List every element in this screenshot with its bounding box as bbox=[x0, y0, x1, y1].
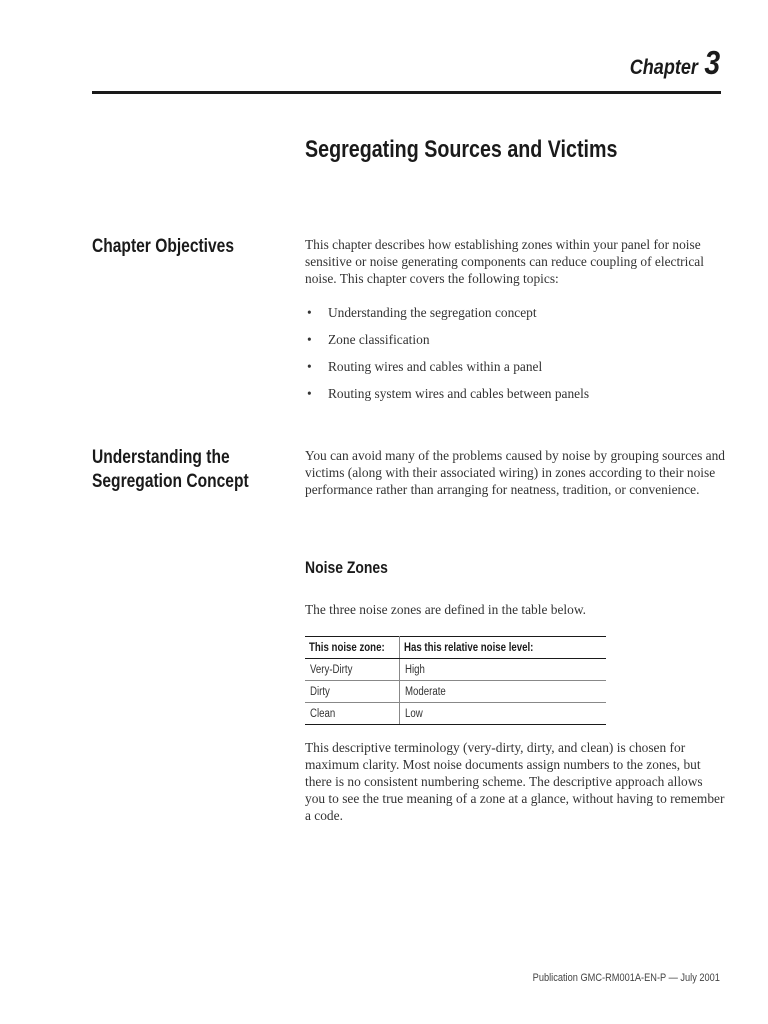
page-title: Segregating Sources and Victims bbox=[305, 136, 618, 163]
section-heading-segregation bbox=[92, 446, 249, 494]
list-item bbox=[305, 304, 725, 331]
table-row bbox=[305, 659, 606, 681]
topic-label: Zone classification bbox=[328, 332, 430, 347]
heading-line: Understanding the bbox=[92, 447, 230, 468]
table-cell: Dirty bbox=[305, 681, 400, 703]
table-cell: Moderate bbox=[400, 681, 606, 703]
bullet-icon: • bbox=[307, 386, 312, 401]
topic-label: Routing wires and cables within a panel bbox=[328, 359, 543, 374]
list-item bbox=[305, 358, 725, 385]
segregation-paragraph: You can avoid many of the problems caused by noise by grouping sources and victims (along with their associated wiring) in zones according to their noise performance rather than arranging for neatness, tradition, or convenience. bbox=[305, 448, 725, 497]
objectives-intro: This chapter describes how establishing zones within your panel for noise sensitive or noise generating components can reduce coupling of electrical noise. This chapter covers the following topics: bbox=[305, 237, 704, 286]
heading-line: Segregation Concept bbox=[92, 471, 249, 492]
noise-zone-table bbox=[305, 636, 606, 725]
table-cell: Clean bbox=[305, 703, 400, 725]
table-header-row bbox=[305, 637, 606, 659]
publication-footer: Publication GMC-RM001A-EN-P — July 2001 bbox=[532, 972, 720, 984]
bullet-icon: • bbox=[307, 332, 312, 347]
chapter-number: 3 bbox=[704, 44, 720, 81]
bullet-icon: • bbox=[307, 305, 312, 320]
table-row bbox=[305, 703, 606, 725]
column-header: Has this relative noise level: bbox=[400, 637, 606, 659]
column-header: This noise zone: bbox=[305, 637, 400, 659]
topics-list bbox=[305, 304, 725, 412]
list-item bbox=[305, 331, 725, 358]
bullet-icon: • bbox=[307, 359, 312, 374]
subsection-heading-noise-zones: Noise Zones bbox=[305, 558, 388, 577]
topic-label: Routing system wires and cables between panels bbox=[328, 386, 590, 401]
table-cell: Very-Dirty bbox=[305, 659, 400, 681]
header-rule bbox=[92, 91, 721, 94]
chapter-label: Chapter bbox=[629, 56, 698, 79]
terminology-paragraph: This descriptive terminology (very-dirty, dirty, and clean) is chosen for maximum clarity. Most noise documents assign numbers to the zones, but there is no consistent numbering scheme. The descriptive approach allows you to see the true meaning of a zone at a glance, without having to remember a code. bbox=[305, 740, 725, 823]
chapter-header bbox=[630, 44, 720, 82]
noise-zones-intro: The three noise zones are defined in the table below. bbox=[305, 602, 586, 617]
list-item bbox=[305, 385, 725, 412]
section-heading-objectives: Chapter Objectives bbox=[92, 236, 235, 257]
table-cell: Low bbox=[400, 703, 606, 725]
topic-label: Understanding the segregation concept bbox=[328, 305, 537, 320]
table-row bbox=[305, 681, 606, 703]
table-cell: High bbox=[400, 659, 606, 681]
